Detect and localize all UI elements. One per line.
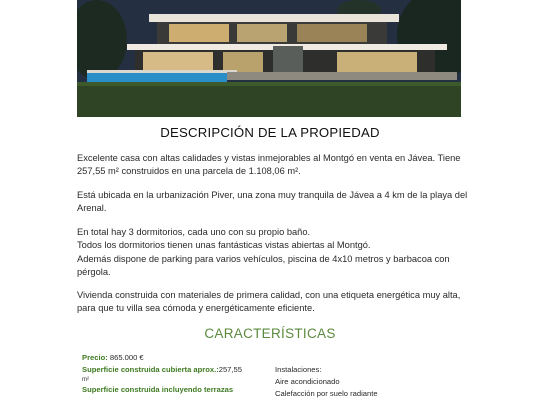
- price-row: [82, 352, 272, 364]
- description-paragraph-intro: Excelente casa con altas calidades y vistas inmejorables al Montgó en venta en Jávea. Tiene 257,55 m² construidos en una parcela de 1.108,06 m².: [77, 153, 461, 177]
- terraces-row: [82, 384, 272, 396]
- description-paragraph-location: Está ubicada en la urbanización Piver, una zona muy tranquila de Jávea a 4 km de la playa del Arenal.: [77, 190, 468, 214]
- installation-item: Calefacción por suelo radiante: [275, 389, 378, 398]
- price-value: 865.000 €: [109, 353, 144, 362]
- description-paragraph-quality: Vivienda construida con materiales de primera calidad, con una etiqueta energética muy alta, para que tu villa sea cómoda y energéticamente eficiente.: [77, 290, 461, 314]
- views-line: Todos los dormitorios tienen unas fantásticas vistas abiertas al Montgó.: [77, 240, 371, 251]
- features-right-column: [275, 364, 455, 400]
- features-left-column: [82, 352, 272, 396]
- terraces-label: Superficie construida incluyendo terrazas: [82, 385, 234, 394]
- features-heading: CARACTERÍSTICAS: [204, 326, 336, 341]
- covered-area-row: [82, 364, 272, 376]
- rooms-line: En total hay 3 dormitorios, cada uno con su propio baño.: [77, 227, 311, 237]
- installations-label: Instalaciones:: [275, 365, 322, 374]
- extras-line: Además dispone de parking para varios vehículos, piscina de 4x10 metros y barbacoa con pérgola.: [77, 253, 450, 277]
- installation-item: Aire acondicionado: [275, 377, 340, 386]
- description-paragraph-rooms: [77, 226, 477, 279]
- covered-area-value: 257,55: [218, 365, 242, 374]
- price-label: Precio:: [82, 353, 108, 362]
- covered-area-label: Superficie construida cubierta aprox.:: [82, 365, 219, 374]
- description-title: DESCRIPCIÓN DE LA PROPIEDAD: [160, 125, 380, 140]
- property-photo: [77, 0, 461, 117]
- covered-area-unit: m²: [82, 377, 89, 383]
